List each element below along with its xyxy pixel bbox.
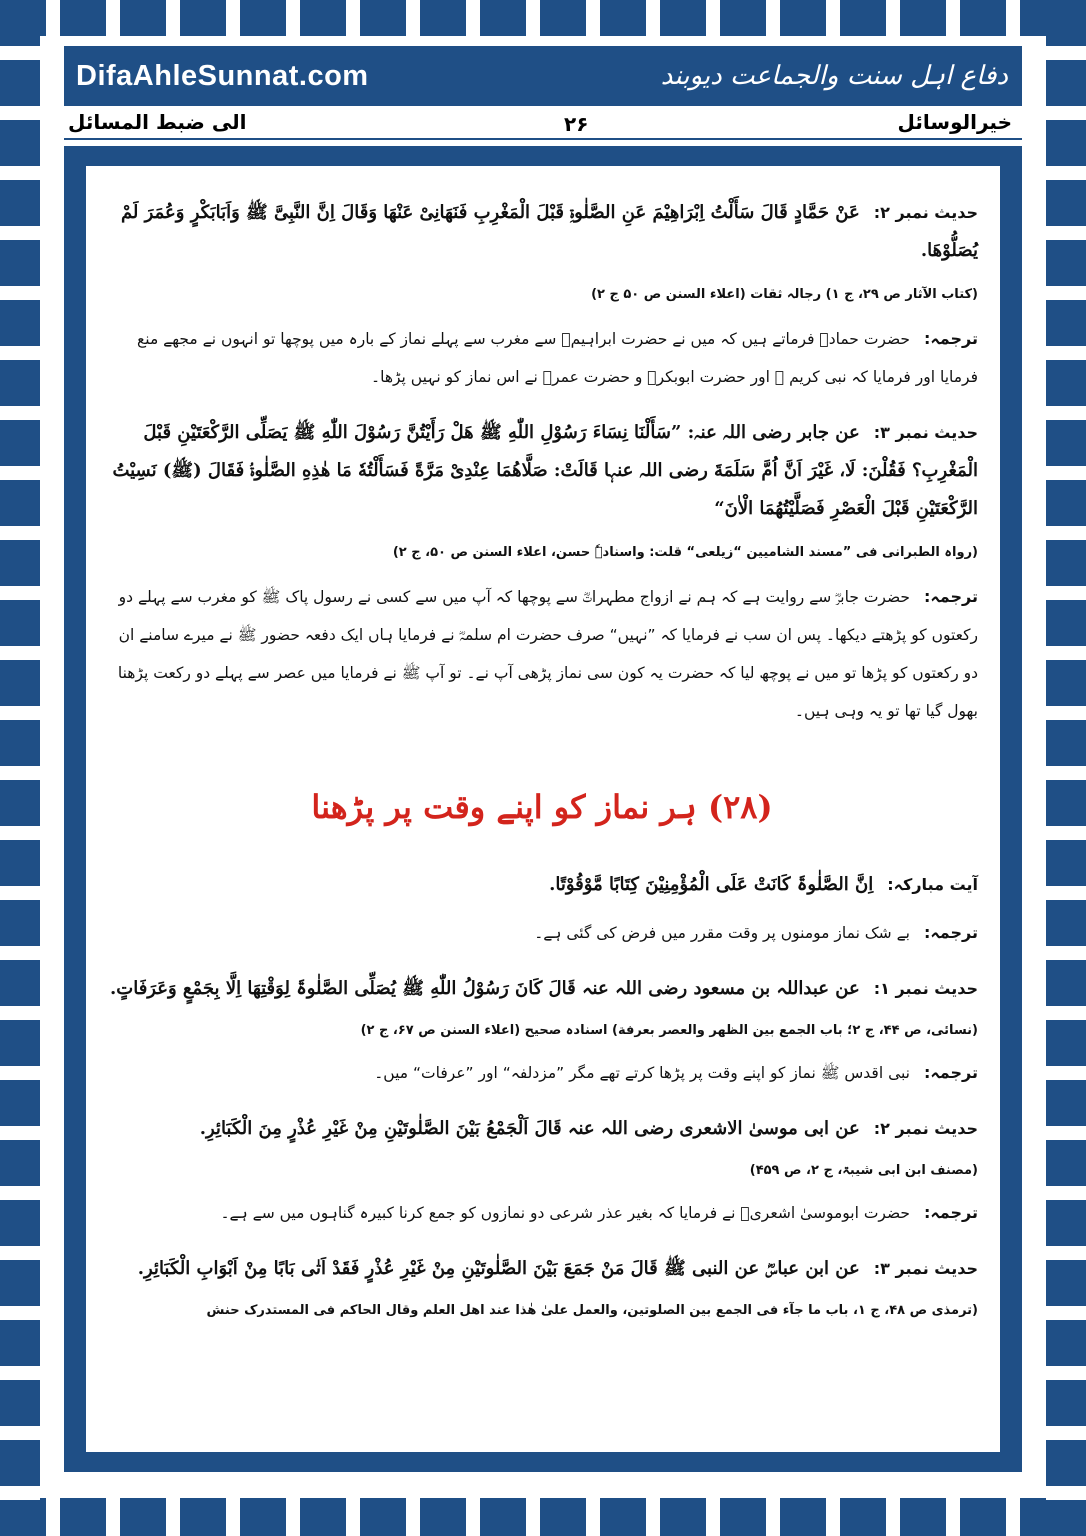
hadith-b1-block [106, 970, 978, 1092]
translation-label: ترجمہ: [924, 329, 978, 348]
hadith-2-block [106, 194, 978, 396]
arabic-text: عن ابی موسیٰ الاشعری رضی اللہ عنہ قَالَ اَلْجَمْعُ بَیْنَ الصَّلٰوتَیْنِ مِنْ غَیْرِ عُذْرٍ مِنَ الْکَبَائِرِ. [199, 1118, 860, 1139]
arabic-text: عن عبداللہ بن مسعود رضی اللہ عنہ قَالَ کَانَ رَسُوْلُ اللّٰهِ ﷺ یُصَلِّی الصَّلٰوۃَ لِوَقْتِهَا اِلَّا بِجَمْعٍ وَعَرَفَاتٍ. [110, 978, 860, 999]
reference: (رواہ الطبرانی فی ”مسند الشامیین “زیلعی“ قلت: واسنادہٗ حسن، اعلاء السنن ص ۵۰، ج ۲) [392, 545, 978, 560]
hadith-label: حدیث نمبر ۳: [873, 1259, 978, 1278]
hadith-label: حدیث نمبر ۱: [873, 979, 978, 998]
hadith-b2-block [106, 1110, 978, 1232]
arabic-text: اِنَّ الصَّلٰوۃَ کَانَتْ عَلَی الْمُؤْمِنِیْنَ کِتَابًا مَّوْقُوْتًا. [549, 874, 874, 895]
translation-text: حضرت ابوموسیٰ اشعریؓ نے فرمایا کہ بغیر عذر شرعی دو نمازوں کو جمع کرنا کبیرہ گناہوں میں سے ہے۔ [220, 1204, 910, 1222]
hadith-3-block [106, 414, 978, 730]
page-number: ۲۶ [564, 112, 589, 136]
hadith-label: حدیث نمبر ۲: [873, 1119, 978, 1138]
site-name[interactable]: DifaAhleSunnat.com [76, 59, 369, 92]
running-head-right: خیرالوسائل [897, 110, 1012, 134]
content-border [64, 146, 1022, 1472]
ayah-label: آیت مبارکہ: [887, 875, 978, 894]
translation-label: ترجمہ: [924, 1063, 978, 1082]
running-head [64, 110, 1022, 140]
section-heading: (۲۸) ہر نماز کو اپنے وقت پر پڑھنا [311, 788, 773, 826]
reference: (کتاب الآثار ص ۲۹، ج ۱) رجالہ ثقات (اعلاء السنن ص ۵۰ ج ۲) [591, 287, 978, 302]
translation-label: ترجمہ: [924, 923, 978, 942]
arabic-text: عن ابن عباسؓ عن النبی ﷺ قَالَ مَنْ جَمَعَ بَیْنَ الصَّلٰوتَیْنِ مِنْ غَیْرِ عُذْرٍ فَقَدْ اَتٰی بَابًا مِنْ اَبْوَابِ الْکَبَائِرِ. [137, 1258, 860, 1279]
header-bar [64, 46, 1022, 106]
reference: (مصنف ابن ابی شیبۃ، ج ۲، ص ۴۵۹) [749, 1163, 978, 1178]
ayah-block [106, 866, 978, 952]
translation-label: ترجمہ: [924, 587, 978, 606]
translation-text: نبی اقدس ﷺ نماز کو اپنے وقت پر پڑھا کرتے تھے مگر ”مزدلفہ“ اور ”عرفات“ میں۔ [374, 1064, 910, 1082]
running-head-left: الی ضبط المسائل [68, 110, 247, 134]
reference: (ترمذی ص ۴۸، ج ۱، باب ما جآء فی الجمع بین الصلوتین، والعمل علیٰ هٰذا عند اهل العلم وقال الحاکم فی المستدرک حنش [206, 1303, 978, 1318]
arabic-text: عن جابر رضی اللہ عنہ: ”سَأَلْنَا نِسَاءَ رَسُوْلِ اللّٰهِ ﷺ هَلْ رَأَیْتُنَّ رَسُوْلَ اللّٰهِ ﷺ یَصَلِّی الرَّکْعَتَیْنِ قَبْلَ الْمَغْرِبِ؟ فَقُلْنَ: لَا، غَیْرَ اَنَّ اُمَّ سَلَمَةَ رضی اللہ عنہا قَالَتْ: صَلَّاهُمَا عِنْدِیْ مَرَّةً فَسَأَلْتُهٗ مَا هٰذِهِ الصَّلٰوۃُ فَقَالَ (ﷺ) نَسِیْتُ الرَّکْعَتَیْنِ قَبْلَ الْعَصْرِ فَصَلَّیْتُهُمَا الْاٰنَ“ [112, 422, 978, 519]
hadith-label: حدیث نمبر ۲: [873, 203, 978, 222]
arabic-text: عَنْ حَمَّادٍ قَالَ سَأَلْتُ اِبْرَاهِیْمَ عَنِ الصَّلٰوۃِ قَبْلَ الْمَغْرِبِ فَنَهَانِیْ عَنْهَا وَقَالَ اِنَّ النَّبِیَّ ﷺ وَاَبَابَکْرٍ وَعُمَرَ لَمْ یُصَلُّوْهَا. [120, 202, 978, 261]
translation-text: حضرت جابرؓ سے روایت ہے کہ ہم نے ازواج مطہراتؓ سے پوچھا کہ آپ میں سے کسی نے رسول پاک ﷺ کو مغرب سے پہلے دو رکعتوں کو پڑھتے دیکھا۔ پس ان سب نے فرمایا کہ ”نہیں“ صرف حضرت ام سلمہؓ نے فرمایا ہاں ایک دفعہ حضور ﷺ نے میرے سامنے ان دو رکعتوں کو پڑھا تو میں نے پوچھ لیا کہ حضرت یہ کون سی نماز پڑھی آپ نے۔ تو آپ ﷺ نے فرمایا میں عصر سے پہلے دو رکعت پڑھنا بھول گیا تھا تو یہ وہی ہیں۔ [117, 588, 978, 720]
hadith-b3-block [106, 1250, 978, 1322]
translation-text: حضرت حمادؒ فرماتے ہیں کہ میں نے حضرت ابراہیمؒ سے مغرب سے پہلے نماز کے بارہ میں پوچھا تو انہوں نے مجھے منع فرمایا اور فرمایا کہ نبی کریم ﷺ اور حضرت ابوبکرؓ و حضرت عمرؓ نے اس نماز کو نہیں پڑھا۔ [137, 330, 978, 386]
translation-text: بے شک نماز مومنوں پر وقت مقرر میں فرض کی گئی ہے۔ [534, 924, 910, 942]
hadith-label: حدیث نمبر ۳: [873, 423, 978, 442]
content-body [86, 166, 1000, 1452]
translation-label: ترجمہ: [924, 1203, 978, 1222]
site-title: دفاع اہل سنت والجماعت دیوبند [660, 61, 1008, 91]
reference: (نسائی، ص ۴۴، ج ۲؛ باب الجمع بین الظهر والعصر بعرفة) اسنادہ صحیح (اعلاء السنن ص ۶۷، ج ۲) [360, 1023, 978, 1038]
